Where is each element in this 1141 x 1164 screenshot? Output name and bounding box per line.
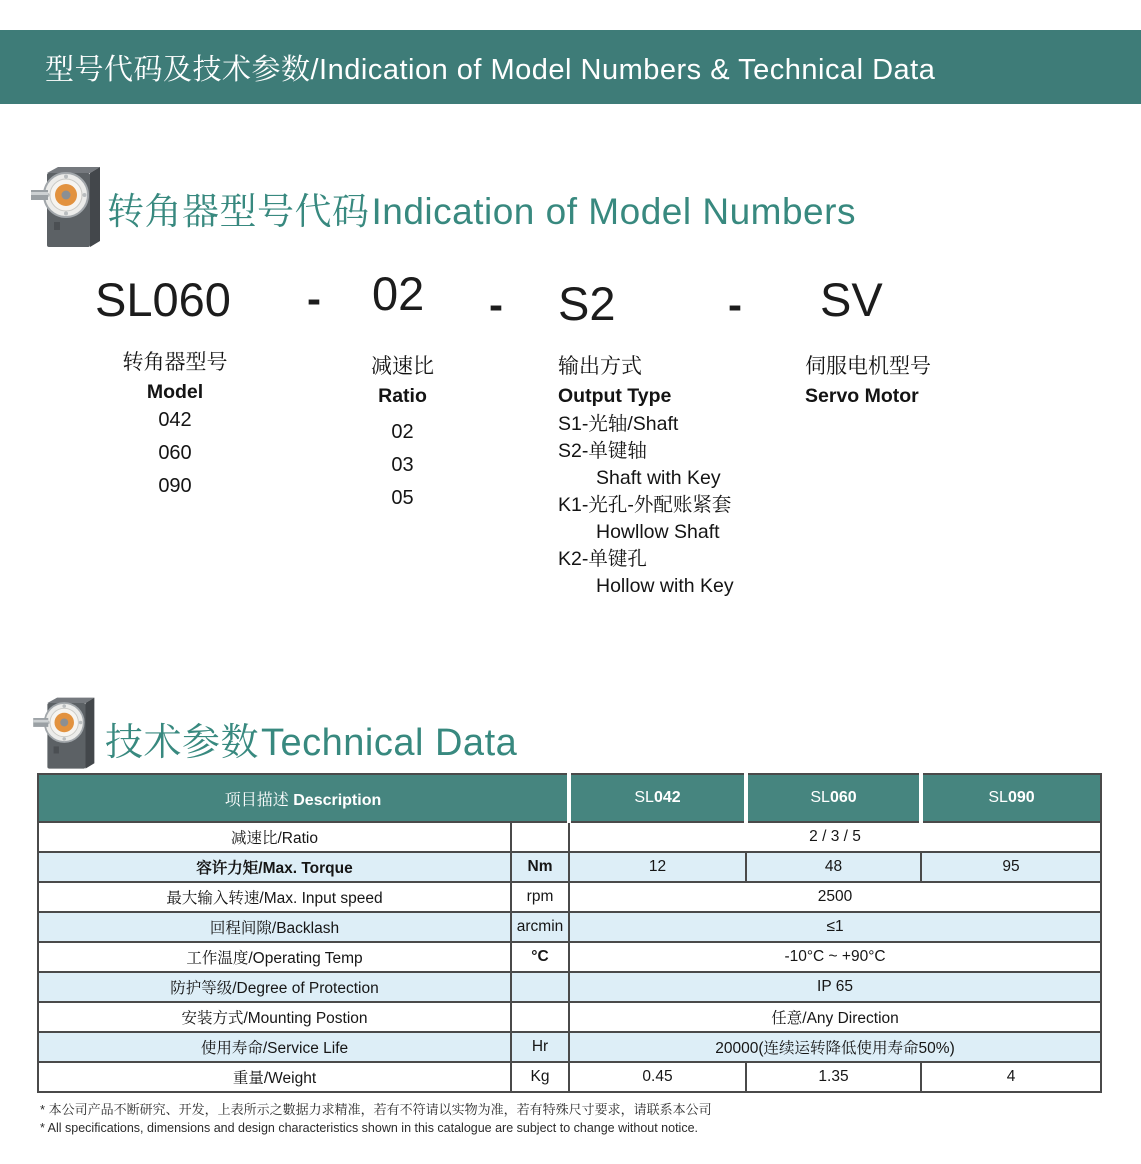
row-desc: 容许力矩/Max. Torque [38,852,511,882]
tech-section-title-zh: 技术参数 [105,722,260,764]
output-option: Howllow Shaft [596,521,720,543]
page-banner-title: 型号代码及技术参数/Indication of Model Numbers & Technical Data [45,53,936,86]
table-row-weight [38,1062,1101,1092]
ratio-option: 02 [391,421,414,443]
row-value: IP 65 [569,972,1101,1002]
output-option: Shaft with Key [596,467,721,489]
table-row-operating-temp [38,942,1101,972]
table-row-service-life [38,1032,1101,1062]
servo-column-label-zh: 伺服电机型号 [805,355,931,378]
row-unit [511,1002,569,1032]
output-type-column [558,350,808,600]
output-column-label-en: Output Type [558,385,672,407]
footnote-zh: * 本公司产品不断研究、开发，上表所示之數据力求精准，若有不符请以实物为准，若有特殊尺寸要求，请联系本公司 [40,1102,712,1117]
model-section-title-en: Indication of Model Numbers [371,191,856,232]
table-row-ratio [38,822,1101,852]
model-column-label-zh: 转角器型号 [122,351,228,374]
output-option: S2-单键轴 [558,440,647,462]
model-option: 090 [158,475,192,497]
row-desc: 重量/Weight [38,1062,511,1092]
tech-section-title [105,711,517,766]
output-option: S1-光轴/Shaft [558,413,679,435]
model-column-label-en: Model [146,381,204,403]
model-option: 042 [158,409,192,431]
header-model-sl042: SL042 [569,774,746,822]
servo-column-label-en: Servo Motor [805,385,919,407]
model-section-title-zh: 转角器型号代码 [107,191,370,232]
output-option: Hollow with Key [596,575,734,597]
footnote-en: * All specifications, dimensions and design characteristics shown in this catalogue are subject to change without notice. [40,1121,699,1135]
code-separator-2: - [489,281,503,328]
row-desc: 防护等级/Degree of Protection [38,972,511,1002]
header-description: 项目描述 Description [38,774,569,822]
table-row-degree-of-protection [38,972,1101,1002]
row-value-sl042: 0.45 [569,1062,746,1092]
output-column-label-zh: 输出方式 [558,355,642,378]
gearbox-photo-icon [30,164,106,252]
model-section-title [107,181,856,235]
table-row-max-input-speed [38,882,1101,912]
ratio-column-label-en: Ratio [378,385,427,407]
row-value-sl090: 95 [921,852,1101,882]
row-value: 20000(连续运转降低使用寿命50%) [569,1032,1101,1062]
output-option: K2-单键孔 [558,548,647,570]
row-value-sl090: 4 [921,1062,1101,1092]
row-unit: rpm [511,882,569,912]
row-desc: 使用寿命/Service Life [38,1032,511,1062]
row-desc: 工作温度/Operating Temp [38,942,511,972]
code-part-model: SL060 [95,273,231,326]
header-model-sl060: SL060 [746,774,921,822]
row-value-sl042: 12 [569,852,746,882]
code-part-servo: SV [820,273,883,326]
table-header-row [38,774,1101,822]
row-value-sl060: 48 [746,852,921,882]
table-row-max-torque [38,852,1101,882]
row-value: 2500 [569,882,1101,912]
row-desc: 回程间隙/Backlash [38,912,511,942]
code-part-ratio: 02 [372,267,425,320]
row-value-sl060: 1.35 [746,1062,921,1092]
servo-motor-column [805,350,1005,408]
row-unit: °C [511,942,569,972]
code-part-output: S2 [558,277,616,330]
page-banner [0,30,1141,104]
row-desc: 最大输入转速/Max. Input speed [38,882,511,912]
row-unit: Nm [511,852,569,882]
row-unit [511,972,569,1002]
ratio-column-label-zh: 减速比 [371,355,434,378]
model-option: 060 [158,442,192,464]
code-separator-3: - [728,281,742,328]
footnotes [40,1101,712,1137]
row-desc: 安装方式/Mounting Postion [38,1002,511,1032]
table-row-mounting-position [38,1002,1101,1032]
row-value: ≤1 [569,912,1101,942]
row-value: -10°C ~ +90°C [569,942,1101,972]
row-unit: arcmin [511,912,569,942]
gearbox-photo-icon [32,695,100,773]
table-row-backlash [38,912,1101,942]
tech-section-title-en: Technical Data [261,722,518,764]
model-column [95,346,255,503]
code-separator-1: - [307,275,321,322]
tech-data-table [37,773,1102,1093]
row-unit: Hr [511,1032,569,1062]
row-value: 2 / 3 / 5 [569,822,1101,852]
row-unit: Kg [511,1062,569,1092]
output-option: K1-光孔-外配账紧套 [558,494,732,516]
row-unit [511,822,569,852]
header-model-sl090: SL090 [921,774,1101,822]
row-desc: 减速比/Ratio [38,822,511,852]
ratio-column [340,350,465,515]
ratio-option: 03 [391,454,414,476]
ratio-option: 05 [391,487,414,509]
row-value: 任意/Any Direction [569,1002,1101,1032]
